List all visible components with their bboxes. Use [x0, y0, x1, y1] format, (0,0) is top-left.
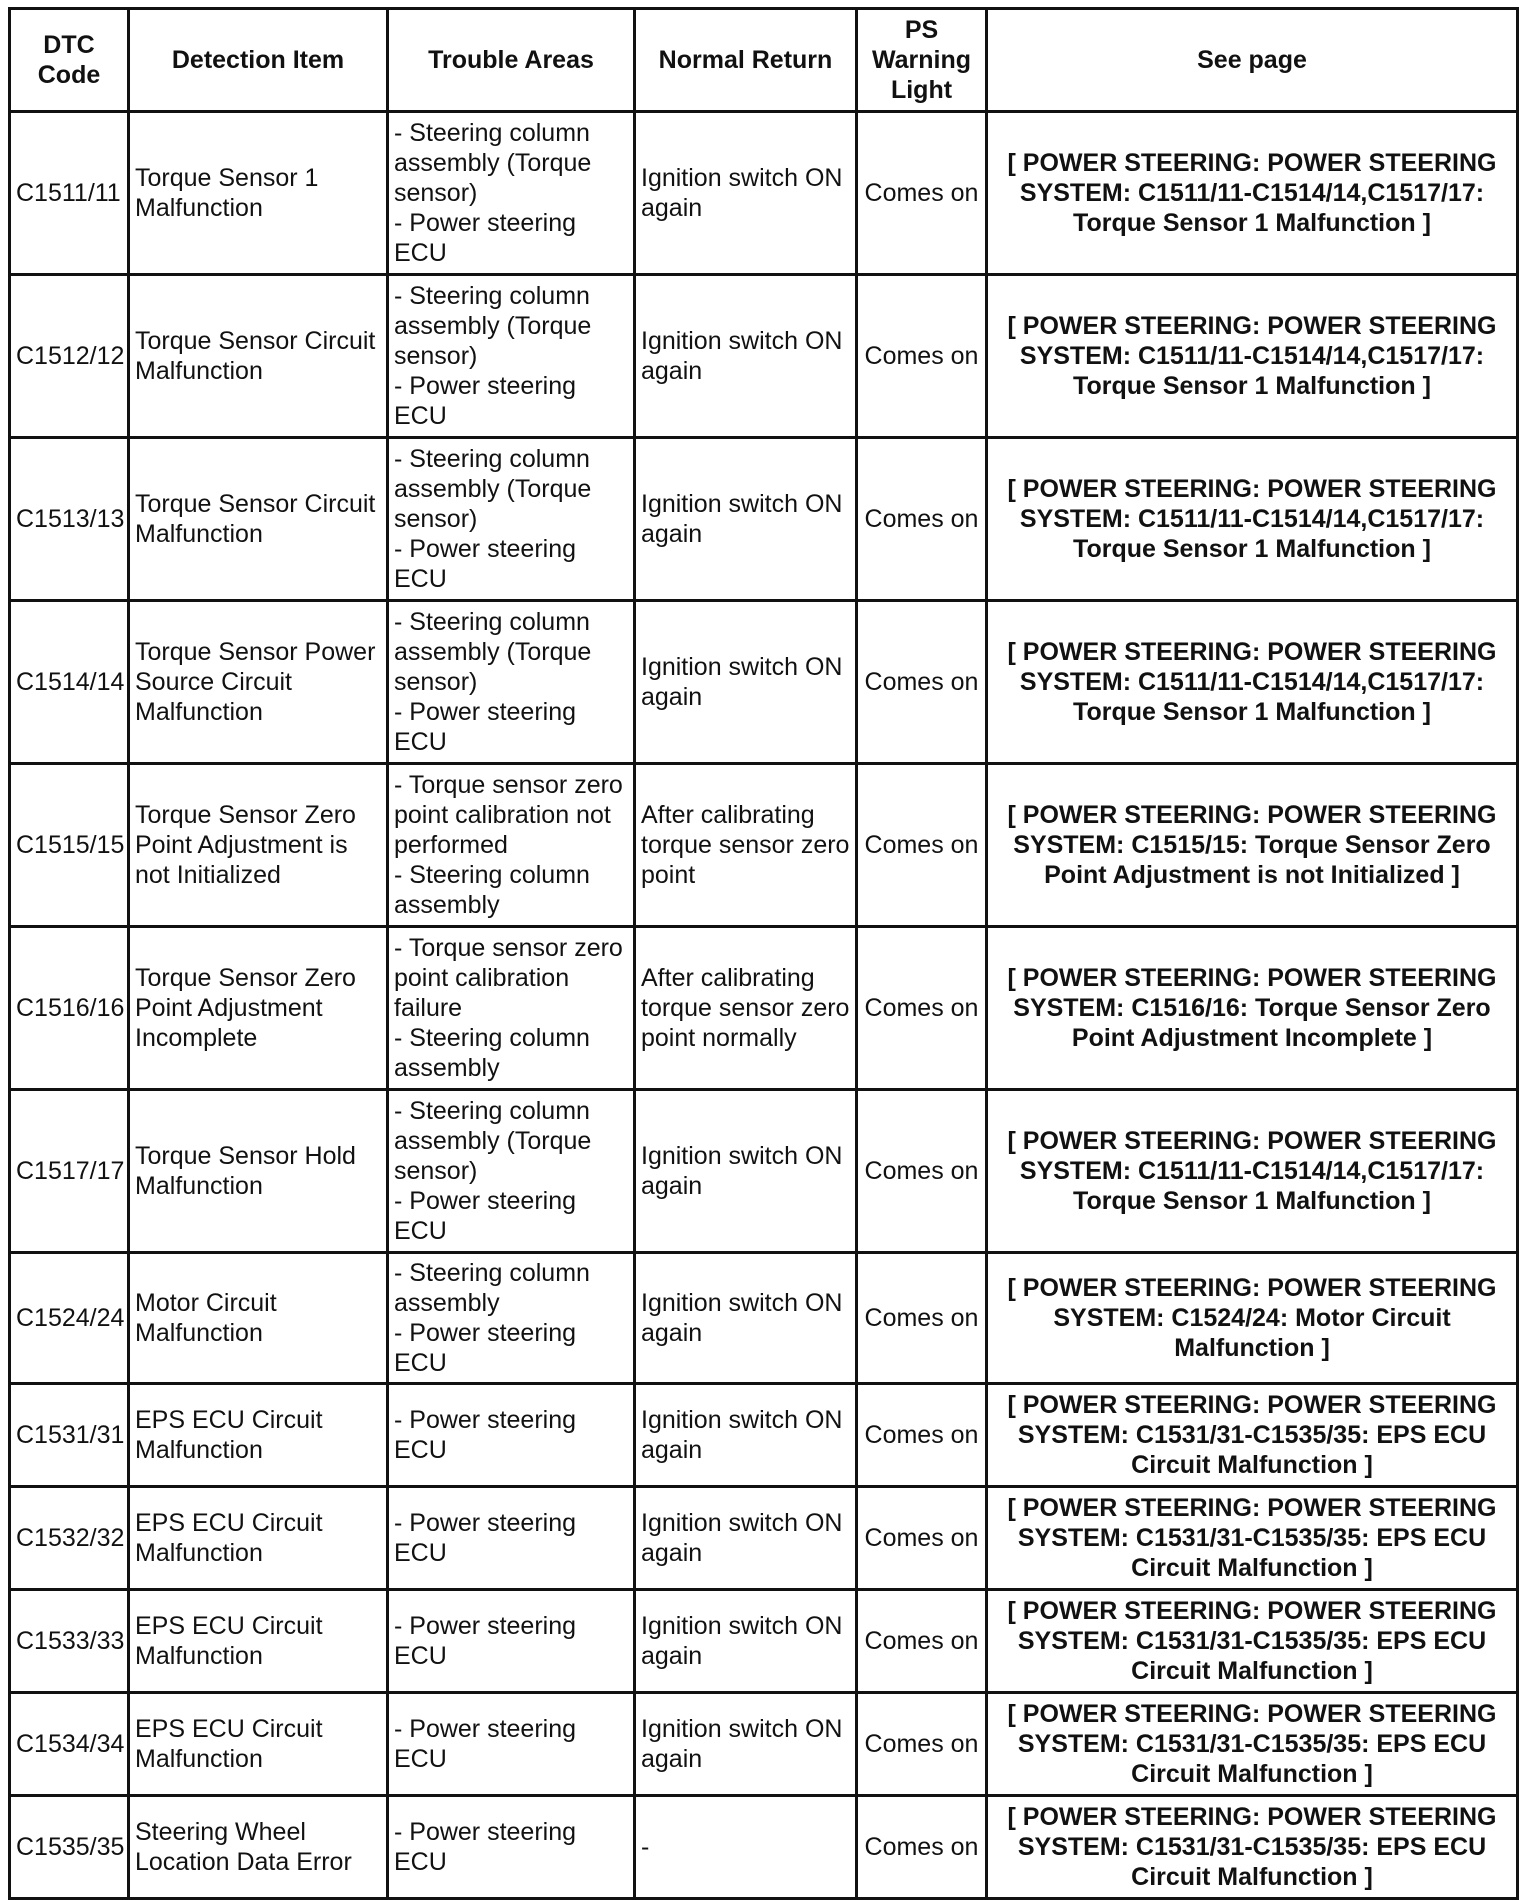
trouble-areas-cell	[388, 275, 635, 438]
detection-item-cell: EPS ECU Circuit Malfunction	[129, 1590, 388, 1693]
trouble-area-line: - Power steering ECU	[394, 698, 577, 756]
dtc-code-cell: C1515/15	[10, 764, 129, 927]
table-row	[10, 601, 1518, 764]
trouble-areas-cell	[388, 1796, 635, 1899]
dtc-code-cell: C1514/14	[10, 601, 129, 764]
header-see-page: See page	[987, 9, 1518, 112]
see-page-cell: [ POWER STEERING: POWER STEERING SYSTEM: C1531/31-C1535/35: EPS ECU Circuit Malfunction ]	[987, 1796, 1518, 1899]
ps-warning-light-cell: Comes on	[857, 112, 987, 275]
header-normal-return: Normal Return	[635, 9, 857, 112]
detection-item-cell: EPS ECU Circuit Malfunction	[129, 1487, 388, 1590]
normal-return-cell: Ignition switch ON again	[635, 1090, 857, 1253]
header-dtc-code	[10, 9, 129, 112]
trouble-area-line: - Power steering ECU	[394, 1406, 577, 1464]
trouble-area-line: - Power steering ECU	[394, 209, 577, 267]
see-page-cell: [ POWER STEERING: POWER STEERING SYSTEM: C1511/11-C1514/14,C1517/17: Torque Sensor 1 Malfunction ]	[987, 438, 1518, 601]
normal-return-cell: Ignition switch ON again	[635, 1253, 857, 1384]
header-dtc-code-text: DTC Code	[37, 31, 101, 89]
normal-return-cell: Ignition switch ON again	[635, 1590, 857, 1693]
detection-item-cell: Torque Sensor Zero Point Adjustment Incomplete	[129, 927, 388, 1090]
table-body	[10, 112, 1518, 1899]
trouble-area-line: - Steering column assembly (Torque sensor)	[394, 1097, 592, 1185]
detection-item-cell: Torque Sensor Power Source Circuit Malfunction	[129, 601, 388, 764]
trouble-areas-cell	[388, 438, 635, 601]
trouble-area-line: - Power steering ECU	[394, 1715, 577, 1773]
normal-return-cell: After calibrating torque sensor zero point normally	[635, 927, 857, 1090]
detection-item-cell: Torque Sensor Zero Point Adjustment is not Initialized	[129, 764, 388, 927]
see-page-cell: [ POWER STEERING: POWER STEERING SYSTEM: C1524/24: Motor Circuit Malfunction ]	[987, 1253, 1518, 1384]
trouble-areas-cell	[388, 764, 635, 927]
detection-item-cell: Torque Sensor Circuit Malfunction	[129, 275, 388, 438]
dtc-code-cell: C1517/17	[10, 1090, 129, 1253]
detection-item-cell: Steering Wheel Location Data Error	[129, 1796, 388, 1899]
normal-return-cell: Ignition switch ON again	[635, 601, 857, 764]
see-page-cell: [ POWER STEERING: POWER STEERING SYSTEM: C1531/31-C1535/35: EPS ECU Circuit Malfunction ]	[987, 1384, 1518, 1487]
dtc-code-cell: C1532/32	[10, 1487, 129, 1590]
trouble-area-line: - Power steering ECU	[394, 1187, 577, 1245]
table-row	[10, 1590, 1518, 1693]
ps-warning-light-cell: Comes on	[857, 1384, 987, 1487]
table-row	[10, 1796, 1518, 1899]
dtc-code-cell: C1533/33	[10, 1590, 129, 1693]
detection-item-cell: Torque Sensor Circuit Malfunction	[129, 438, 388, 601]
trouble-area-line: - Power steering ECU	[394, 372, 577, 430]
normal-return-cell: Ignition switch ON again	[635, 1693, 857, 1796]
detection-item-cell: Motor Circuit Malfunction	[129, 1253, 388, 1384]
see-page-cell: [ POWER STEERING: POWER STEERING SYSTEM: C1516/16: Torque Sensor Zero Point Adjustment Incomplete ]	[987, 927, 1518, 1090]
table-row	[10, 438, 1518, 601]
ps-warning-light-cell: Comes on	[857, 1693, 987, 1796]
table-row	[10, 1253, 1518, 1384]
normal-return-cell: -	[635, 1796, 857, 1899]
header-row	[10, 9, 1518, 112]
header-ps-warning-light	[857, 9, 987, 112]
normal-return-cell: Ignition switch ON again	[635, 112, 857, 275]
trouble-areas-cell	[388, 1590, 635, 1693]
header-ps-warning-light-text: PS Warning Light	[871, 16, 972, 104]
table-row	[10, 1090, 1518, 1253]
ps-warning-light-cell: Comes on	[857, 1253, 987, 1384]
dtc-code-cell: C1524/24	[10, 1253, 129, 1384]
trouble-area-line: - Steering column assembly (Torque sensor)	[394, 282, 592, 370]
ps-warning-light-cell: Comes on	[857, 1796, 987, 1899]
normal-return-cell: After calibrating torque sensor zero point	[635, 764, 857, 927]
ps-warning-light-cell: Comes on	[857, 275, 987, 438]
table-row	[10, 764, 1518, 927]
normal-return-cell: Ignition switch ON again	[635, 1384, 857, 1487]
table-row	[10, 1693, 1518, 1796]
trouble-area-line: - Power steering ECU	[394, 1509, 577, 1567]
trouble-area-line: - Power steering ECU	[394, 1818, 577, 1876]
trouble-area-line: - Power steering ECU	[394, 1319, 577, 1377]
trouble-area-line: - Steering column assembly (Torque sensor)	[394, 608, 592, 696]
trouble-areas-cell	[388, 1693, 635, 1796]
dtc-code-cell: C1511/11	[10, 112, 129, 275]
table-row	[10, 112, 1518, 275]
trouble-area-line: - Steering column assembly	[394, 861, 590, 919]
table-row	[10, 1384, 1518, 1487]
ps-warning-light-cell: Comes on	[857, 1090, 987, 1253]
see-page-cell: [ POWER STEERING: POWER STEERING SYSTEM: C1531/31-C1535/35: EPS ECU Circuit Malfunction ]	[987, 1487, 1518, 1590]
see-page-cell: [ POWER STEERING: POWER STEERING SYSTEM: C1531/31-C1535/35: EPS ECU Circuit Malfunction ]	[987, 1693, 1518, 1796]
trouble-areas-cell	[388, 1090, 635, 1253]
table-row	[10, 275, 1518, 438]
dtc-code-cell: C1513/13	[10, 438, 129, 601]
ps-warning-light-cell: Comes on	[857, 1487, 987, 1590]
ps-warning-light-cell: Comes on	[857, 927, 987, 1090]
ps-warning-light-cell: Comes on	[857, 438, 987, 601]
trouble-area-line: - Torque sensor zero point calibration not performed	[394, 771, 623, 859]
table-row	[10, 927, 1518, 1090]
ps-warning-light-cell: Comes on	[857, 1590, 987, 1693]
see-page-cell: [ POWER STEERING: POWER STEERING SYSTEM: C1531/31-C1535/35: EPS ECU Circuit Malfunction ]	[987, 1590, 1518, 1693]
dtc-code-cell: C1534/34	[10, 1693, 129, 1796]
trouble-areas-cell	[388, 1384, 635, 1487]
dtc-code-cell: C1535/35	[10, 1796, 129, 1899]
trouble-area-line: - Power steering ECU	[394, 535, 577, 593]
detection-item-cell: EPS ECU Circuit Malfunction	[129, 1384, 388, 1487]
trouble-area-line: - Steering column assembly	[394, 1259, 590, 1317]
ps-warning-light-cell: Comes on	[857, 601, 987, 764]
detection-item-cell: Torque Sensor Hold Malfunction	[129, 1090, 388, 1253]
header-detection-item: Detection Item	[129, 9, 388, 112]
normal-return-cell: Ignition switch ON again	[635, 1487, 857, 1590]
trouble-areas-cell	[388, 927, 635, 1090]
normal-return-cell: Ignition switch ON again	[635, 438, 857, 601]
trouble-area-line: - Steering column assembly (Torque sensor)	[394, 445, 592, 533]
see-page-cell: [ POWER STEERING: POWER STEERING SYSTEM: C1511/11-C1514/14,C1517/17: Torque Sensor 1 Malfunction ]	[987, 275, 1518, 438]
see-page-cell: [ POWER STEERING: POWER STEERING SYSTEM: C1515/15: Torque Sensor Zero Point Adjustment is not Initialized ]	[987, 764, 1518, 927]
dtc-code-cell: C1516/16	[10, 927, 129, 1090]
ps-warning-light-cell: Comes on	[857, 764, 987, 927]
trouble-areas-cell	[388, 1253, 635, 1384]
trouble-area-line: - Torque sensor zero point calibration failure	[394, 934, 623, 1022]
see-page-cell: [ POWER STEERING: POWER STEERING SYSTEM: C1511/11-C1514/14,C1517/17: Torque Sensor 1 Malfunction ]	[987, 112, 1518, 275]
table-row	[10, 1487, 1518, 1590]
trouble-area-line: - Power steering ECU	[394, 1612, 577, 1670]
trouble-area-line: - Steering column assembly (Torque sensor)	[394, 119, 592, 207]
detection-item-cell: Torque Sensor 1 Malfunction	[129, 112, 388, 275]
see-page-cell: [ POWER STEERING: POWER STEERING SYSTEM: C1511/11-C1514/14,C1517/17: Torque Sensor 1 Malfunction ]	[987, 1090, 1518, 1253]
trouble-areas-cell	[388, 601, 635, 764]
trouble-areas-cell	[388, 1487, 635, 1590]
dtc-table	[8, 7, 1519, 1900]
header-trouble-areas: Trouble Areas	[388, 9, 635, 112]
dtc-code-cell: C1512/12	[10, 275, 129, 438]
trouble-area-line: - Steering column assembly	[394, 1024, 590, 1082]
normal-return-cell: Ignition switch ON again	[635, 275, 857, 438]
see-page-cell: [ POWER STEERING: POWER STEERING SYSTEM: C1511/11-C1514/14,C1517/17: Torque Sensor 1 Malfunction ]	[987, 601, 1518, 764]
trouble-areas-cell	[388, 112, 635, 275]
dtc-code-cell: C1531/31	[10, 1384, 129, 1487]
detection-item-cell: EPS ECU Circuit Malfunction	[129, 1693, 388, 1796]
